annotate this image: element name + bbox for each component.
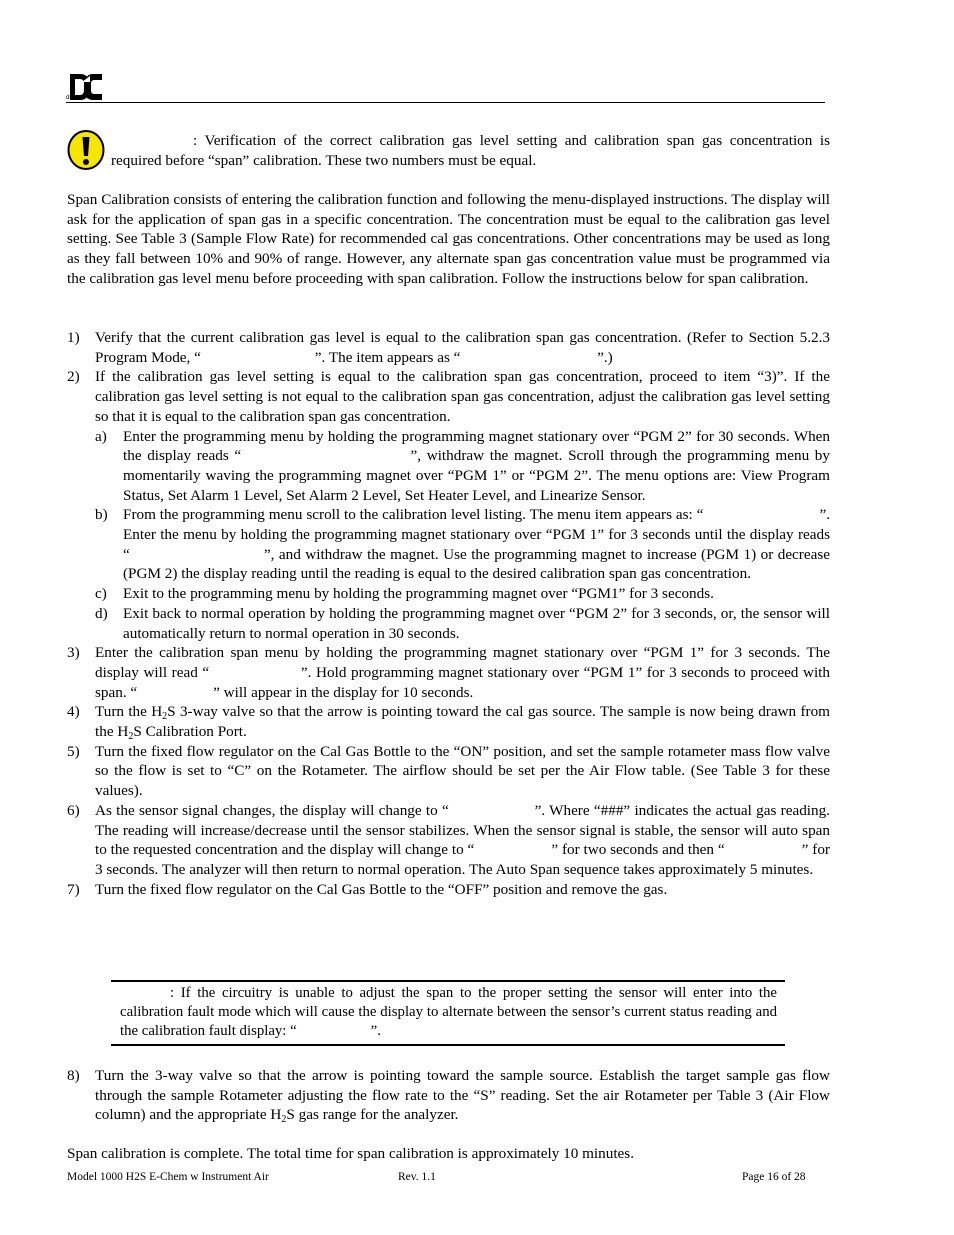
step-text-b: S gas range for the analyzer.	[286, 1106, 459, 1124]
subscript: 2	[281, 1114, 287, 1126]
closing-paragraph: Span calibration is complete. The total time for span calibration is approximately 10 minutes.	[67, 1145, 635, 1162]
step-number: 7)	[67, 880, 80, 898]
step-text: Verify that the current calibration gas level is equal to the calibration span gas concentration. (Refer to Section 5.2.3 Program Mode, “ ”. The item appears as “ ”.)	[95, 329, 834, 366]
substep-text: From the programming menu scroll to the calibration level listing. The menu item appears as: “ ”. Enter the menu by holding the programming magnet stationary over “PGM 1” for 3 seconds until the display reads “ ”, and withdraw the magnet. Use the programming magnet to increase (PGM 1) or decrease (PGM 2) the display reading until the reading is equal to the desired calibration span gas concentration.	[123, 506, 834, 583]
substep-text: Enter the programming menu by holding the programming magnet stationary over “PGM 2” for 30 seconds. When the display reads “ ”, withdraw the magnet. Scroll through the programming menu by momentarily waving the programming magnet over “PGM 1” or “PGM 2”. The menu options are: View Program Status, Set Alarm 1 Level, Set Alarm 2 Level, Set Heater Level, and Linearize Sensor.	[123, 427, 834, 504]
footer-revision: Rev. 1.1	[398, 1171, 436, 1183]
step-text-c: S Calibration Port.	[133, 723, 247, 741]
step-list	[67, 328, 834, 899]
subscript: 2	[162, 711, 168, 723]
step-8	[67, 1066, 830, 1126]
caution-text: : Verification of the correct calibration gas level setting and calibration span gas concentration is required before “span” calibration. These two numbers must be equal.	[111, 132, 830, 169]
step-6	[67, 801, 834, 880]
step-1	[67, 328, 834, 367]
step-text: If the calibration gas level setting is equal to the calibration span gas concentration, proceed to item “3)”. If the calibration gas level setting is not equal to the calibration span gas concentration, adjust the calibration gas level setting so that it is equal to the calibration span gas concentration.	[95, 368, 830, 425]
footer-model: Model 1000 H2S E-Chem w Instrument Air	[67, 1171, 269, 1183]
step-number: 4)	[67, 703, 80, 721]
substep-c	[95, 584, 830, 604]
step-number: 8)	[67, 1067, 80, 1084]
header-rule	[66, 102, 825, 103]
step-text: Turn the fixed flow regulator on the Cal Gas Bottle to the “ON” position, and set the sample rotameter mass flow valve so the flow is set to “C” on the Rotameter. The airflow should be set per the Air Flow table. (See Table 3 for these values).	[95, 742, 830, 800]
step-text: As the sensor signal changes, the display will change to “ ”. Where “###” indicates the actual gas reading. The reading will increase/decrease until the sensor stabilizes. When the sensor signal is stable, the sensor will auto span to the requested concentration and the display will change to “ ” for two seconds and then “ ” for 3 seconds. The analyzer will then return to normal operation. The Auto Span sequence takes approximately 5 minutes.	[95, 801, 834, 878]
substep-letter: a)	[95, 427, 107, 445]
step-5	[67, 742, 830, 801]
substep-b	[95, 505, 834, 584]
step-7	[67, 880, 830, 900]
substep-a	[95, 427, 834, 506]
substep-letter: c)	[95, 585, 107, 603]
step-2	[67, 367, 830, 426]
step-number: 5)	[67, 742, 80, 760]
caution-icon	[67, 130, 105, 170]
footer-page-number: Page 16 of 28	[742, 1171, 806, 1183]
step-text: Enter the calibration span menu by holding the programming magnet stationary over “PGM 1” for 3 seconds. The display will read “ ”. Hold programming magnet stationary over “PGM 1” for 3 seconds to proceed with span. “ ” will appear in the display for 10 seconds.	[95, 644, 834, 701]
step-number: 1)	[67, 329, 80, 346]
step-text-a: Turn the 3-way valve so that the arrow is pointing toward the sample source. Establish the target sample gas flow through the sample Rotameter adjusting the flow rate to the “S” reading. Set the air Rotameter per Table 3 (Air Flow column) and the appropriate H	[95, 1067, 830, 1124]
subscript: 2	[128, 731, 134, 743]
substep-d	[95, 604, 830, 643]
step-text-b: S 3-way valve so that the arrow is pointing toward the cal gas source. The sample is now being drawn from the H	[95, 703, 830, 741]
step-text: Turn the fixed flow regulator on the Cal Gas Bottle to the “OFF” position and remove the gas.	[95, 880, 668, 898]
step-4	[67, 702, 830, 743]
step-3	[67, 643, 834, 702]
step-number: 6)	[67, 801, 80, 819]
caution-paragraph	[111, 131, 830, 170]
logo-caption: detcon inc.	[66, 95, 98, 101]
substep-letter: d)	[95, 604, 108, 622]
substep-list	[95, 427, 834, 644]
step-text-a: Turn the H	[95, 703, 163, 721]
substep-text: Exit to the programming menu by holding the programming magnet over “PGM1” for 3 seconds.	[123, 585, 714, 603]
substep-text: Exit back to normal operation by holding the programming magnet over “PGM 2” for 3 seconds, or, the sensor will automatically return to normal operation in 30 seconds.	[123, 604, 830, 642]
note-text: : If the circuitry is unable to adjust the span to the proper setting the sensor will enter into the calibration fault mode which will cause the display to alternate between the sensor’s current status reading and the calibration fault display: “ ”.	[120, 985, 781, 1039]
step-number: 3)	[67, 644, 80, 662]
step-number: 2)	[67, 368, 80, 386]
substep-letter: b)	[95, 506, 108, 524]
intro-paragraph: Span Calibration consists of entering the calibration function and following the menu-displayed instructions. The display will ask for the application of span gas in a specific concentration. The concentration must be equal to the calibration gas level setting. See Table 3 (Sample Flow Rate) for recommended cal gas concentrations. Other concentrations may be used as long as they fall between 10% and 90% of range. However, any alternate span gas concentration value must be programmed via the calibration gas level menu before proceeding with span calibration. Follow the instructions below for span calibration.	[67, 191, 830, 287]
